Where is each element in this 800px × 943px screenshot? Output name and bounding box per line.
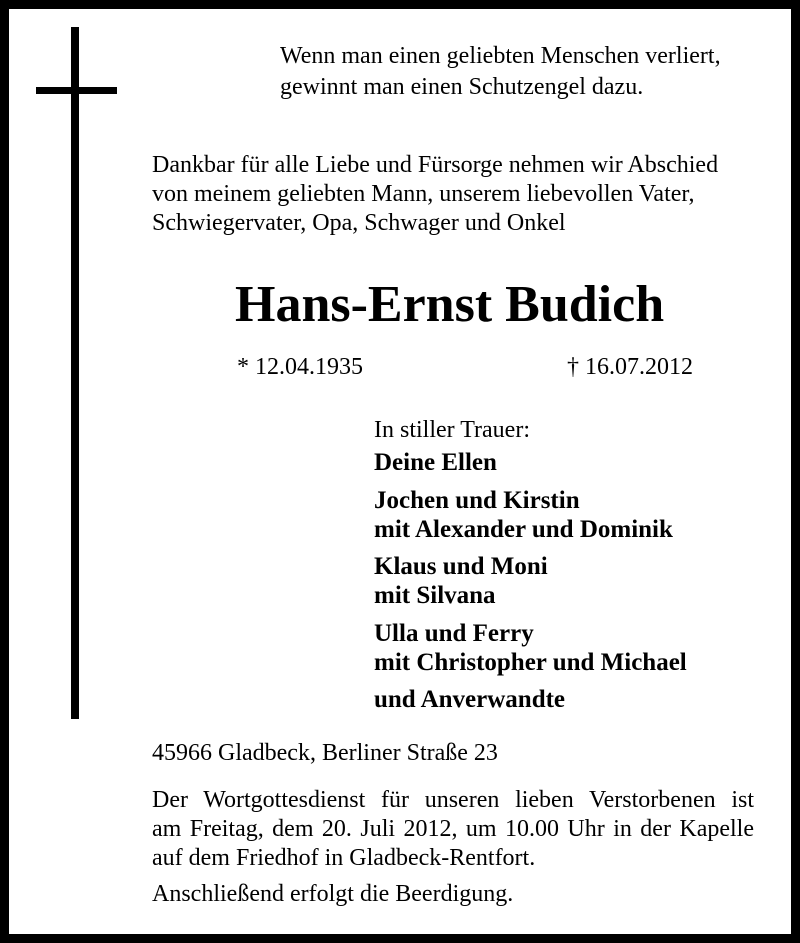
quote-line: Wenn man einen geliebten Menschen verliert, xyxy=(280,43,721,69)
mourner-line: und Anverwandte xyxy=(374,686,566,713)
service-announcement xyxy=(152,786,754,873)
mourner-group xyxy=(374,552,548,610)
mourner-line: Klaus und Moni xyxy=(374,553,548,580)
deceased-name: Hans-Ernst Budich xyxy=(235,276,665,333)
burial-note: Anschließend erfolgt die Beerdigung. xyxy=(152,881,514,907)
quote-line: gewinnt man einen Schutzengel dazu. xyxy=(280,74,644,100)
mourner-group xyxy=(374,486,673,544)
service-line: auf dem Friedhof in Gladbeck-Rentfort. xyxy=(152,845,536,871)
mourner-group xyxy=(374,685,565,714)
mourner-line: mit Christopher und Michael xyxy=(374,649,687,676)
mourner-group xyxy=(374,619,687,677)
address: 45966 Gladbeck, Berliner Straße 23 xyxy=(152,740,498,766)
service-line: Der Wortgottesdienst für unseren lieben Verstorbenen ist xyxy=(152,787,754,813)
death-date: † 16.07.2012 xyxy=(567,354,693,380)
mourner-line: mit Alexander und Dominik xyxy=(374,516,673,543)
intro-line: Schwiegervater, Opa, Schwager und Onkel xyxy=(152,210,566,236)
mourner-line: Ulla und Ferry xyxy=(374,620,534,647)
mourning-heading: In stiller Trauer: xyxy=(374,417,530,443)
farewell-intro xyxy=(152,151,718,238)
mourner-line: Deine Ellen xyxy=(374,449,497,476)
intro-line: von meinem geliebten Mann, unserem liebevollen Vater, xyxy=(152,181,695,207)
cross-icon-crossbar xyxy=(36,87,117,94)
cross-icon xyxy=(71,27,79,719)
service-line: am Freitag, dem 20. Juli 2012, um 10.00 Uhr in der Kapelle xyxy=(152,816,754,842)
intro-line: Dankbar für alle Liebe und Fürsorge nehmen wir Abschied xyxy=(152,152,719,178)
mourner-group xyxy=(374,448,497,477)
mourner-line: mit Silvana xyxy=(374,582,496,609)
mourner-line: Jochen und Kirstin xyxy=(374,487,580,514)
birth-date: * 12.04.1935 xyxy=(237,354,363,380)
memorial-quote xyxy=(280,41,721,103)
